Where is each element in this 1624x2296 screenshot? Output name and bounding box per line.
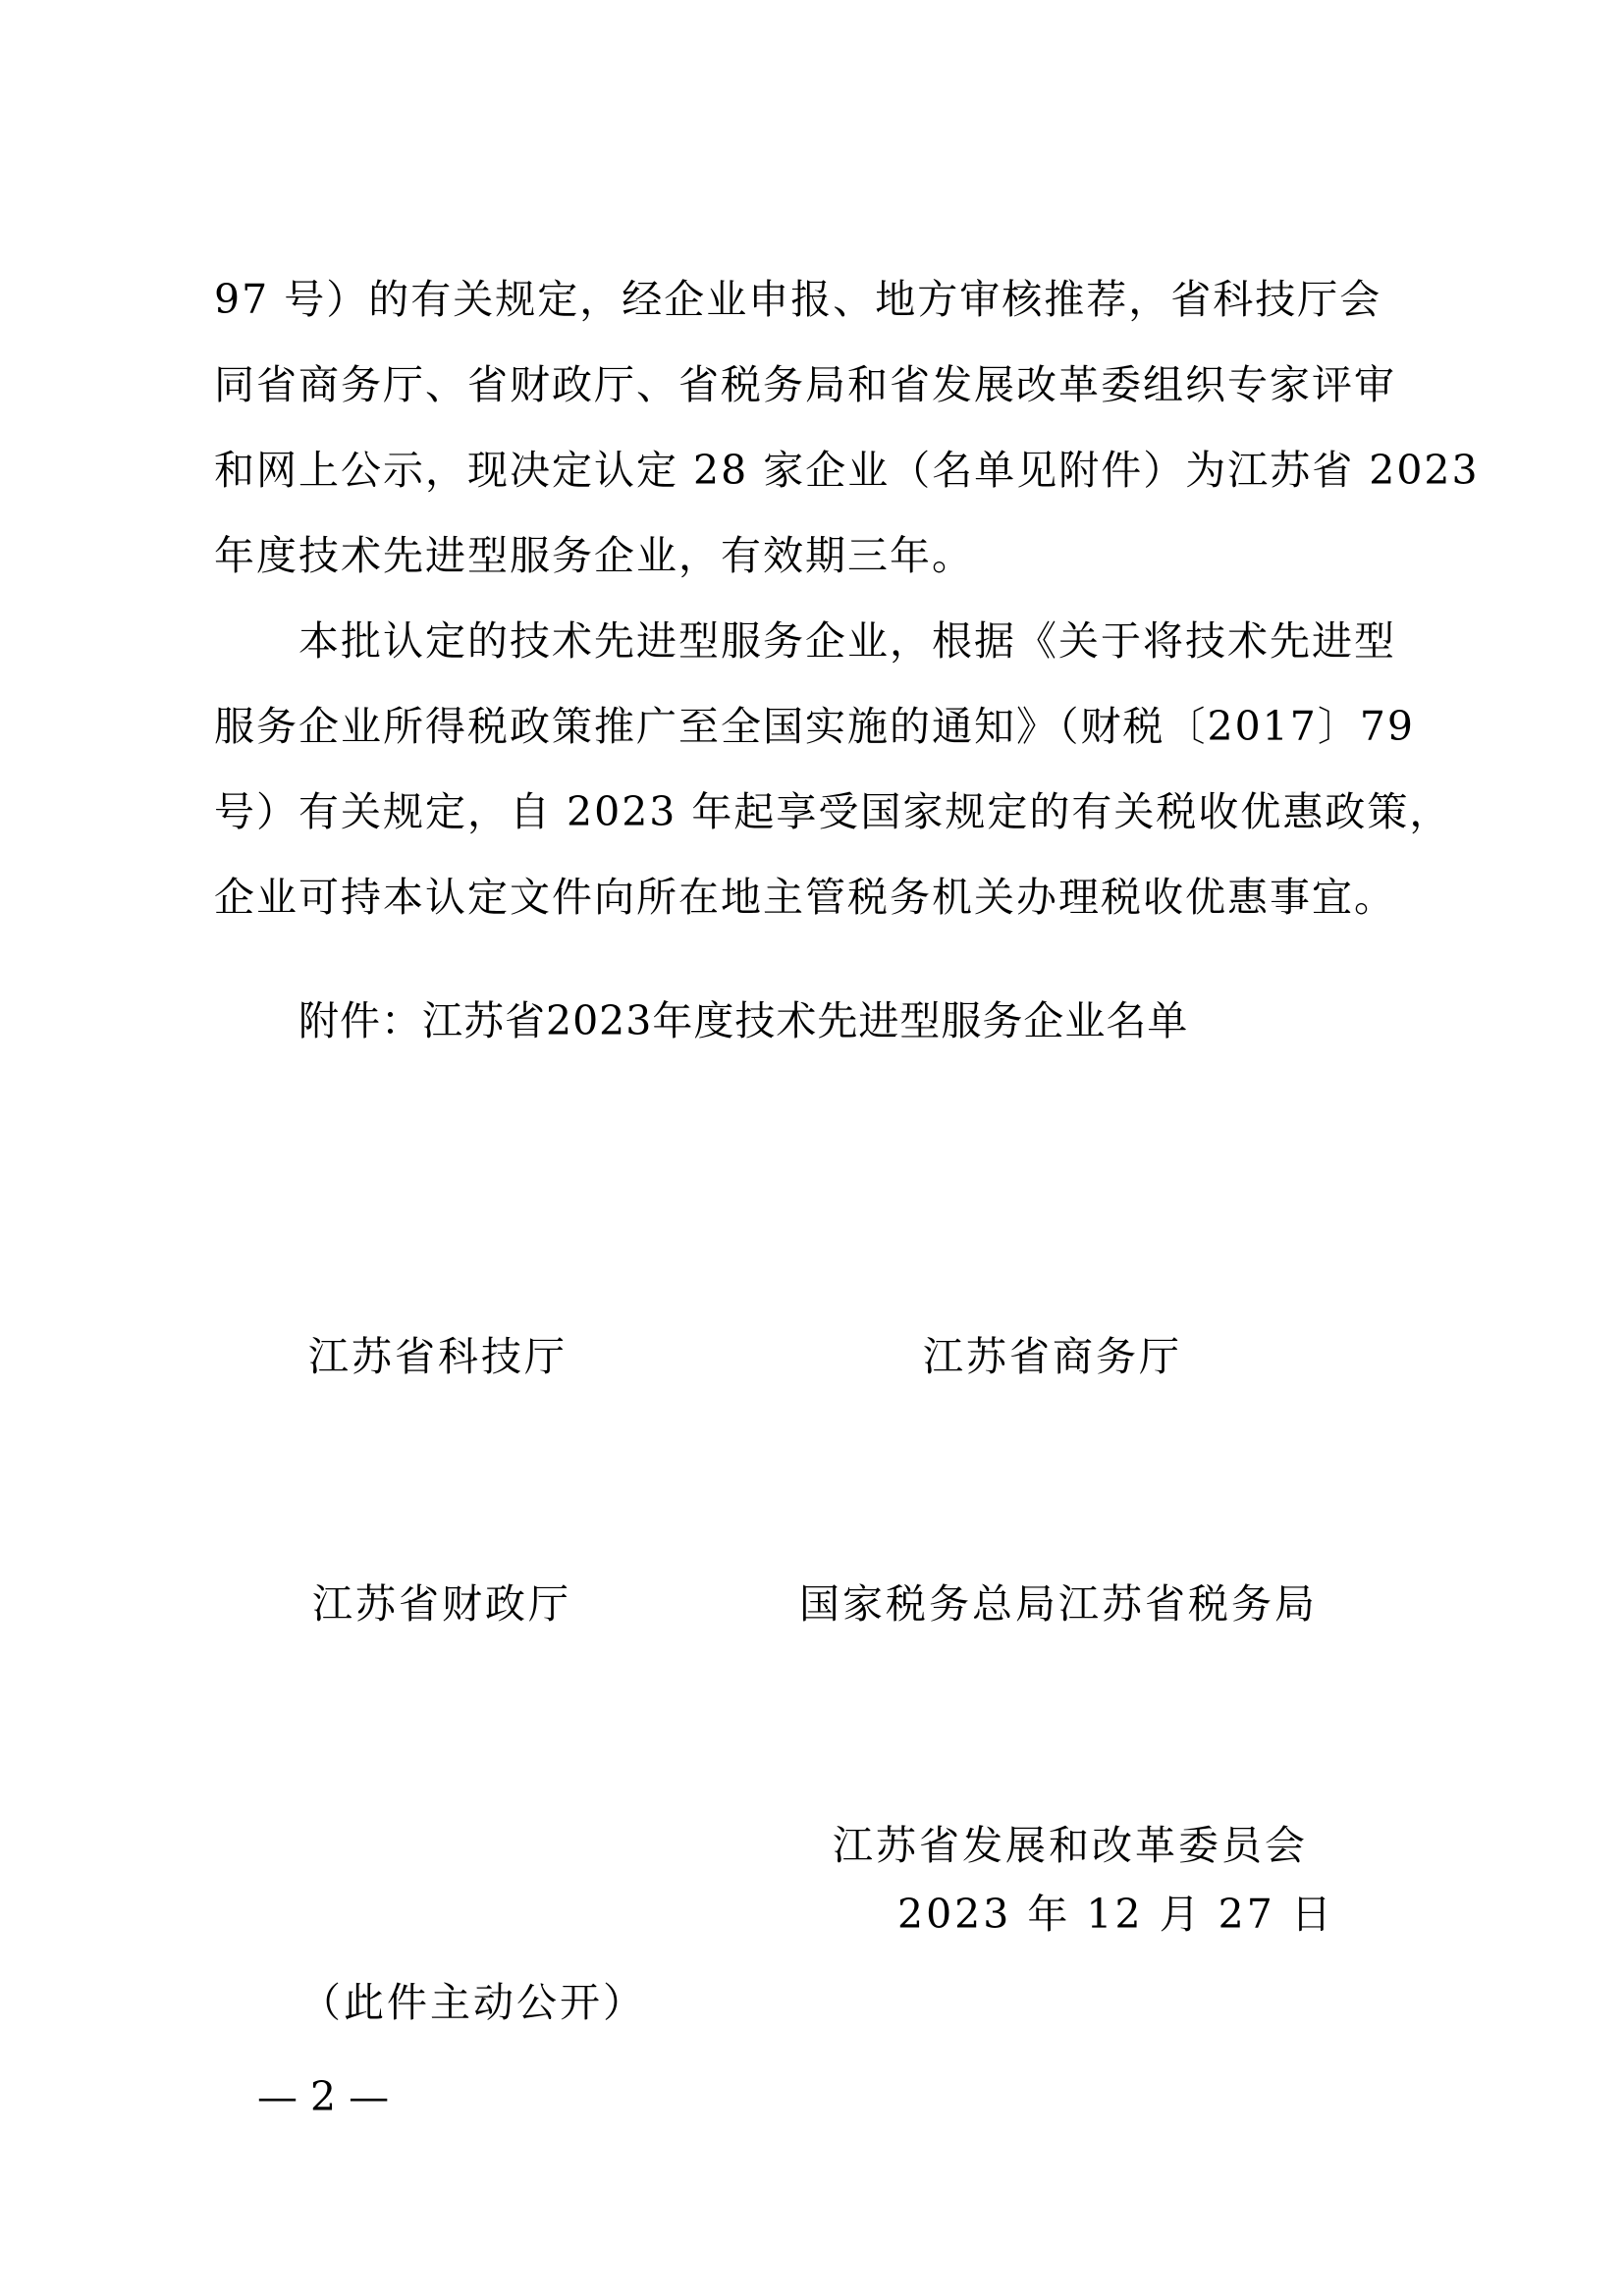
signature-fagai: 江苏省发展和改革委员会 <box>833 1822 1308 1869</box>
signature-caizheng: 江苏省财政厅 <box>312 1580 571 1628</box>
body-line: 企业可持本认定文件向所在地主管税务机关办理税收优惠事宜。 <box>214 874 1396 921</box>
body-line: 97 号）的有关规定，经企业申报、地方审核推荐，省科技厅会 <box>214 276 1382 323</box>
signature-shangwu: 江苏省商务厅 <box>923 1333 1182 1380</box>
attachment-line: 附件：江苏省2023年度技术先进型服务企业名单 <box>298 997 1189 1044</box>
body-line: 本批认定的技术先进型服务企业，根据《关于将技术先进型 <box>298 617 1396 665</box>
signature-keji: 江苏省科技厅 <box>308 1333 568 1380</box>
body-line: 和网上公示，现决定认定 28 家企业（名单见附件）为江苏省 2023 <box>214 447 1480 494</box>
body-line: 服务企业所得税政策推广至全国实施的通知》（财税〔2017〕79 <box>214 703 1416 750</box>
body-paragraph-1 <box>214 257 1480 599</box>
page-number: — 2 — <box>257 2073 390 2120</box>
body-line: 号）有关规定，自 2023 年起享受国家规定的有关税收优惠政策， <box>214 788 1452 835</box>
body-paragraph-2 <box>214 599 1452 940</box>
public-disclosure-note: （此件主动公开） <box>300 1979 646 2026</box>
signature-shuiwu: 国家税务总局江苏省税务局 <box>799 1580 1318 1628</box>
issue-date: 2023 年 12 月 27 日 <box>897 1891 1334 1938</box>
body-line: 年度技术先进型服务企业，有效期三年。 <box>214 532 974 579</box>
body-line: 同省商务厅、省财政厅、省税务局和省发展改革委组织专家评审 <box>214 361 1396 408</box>
